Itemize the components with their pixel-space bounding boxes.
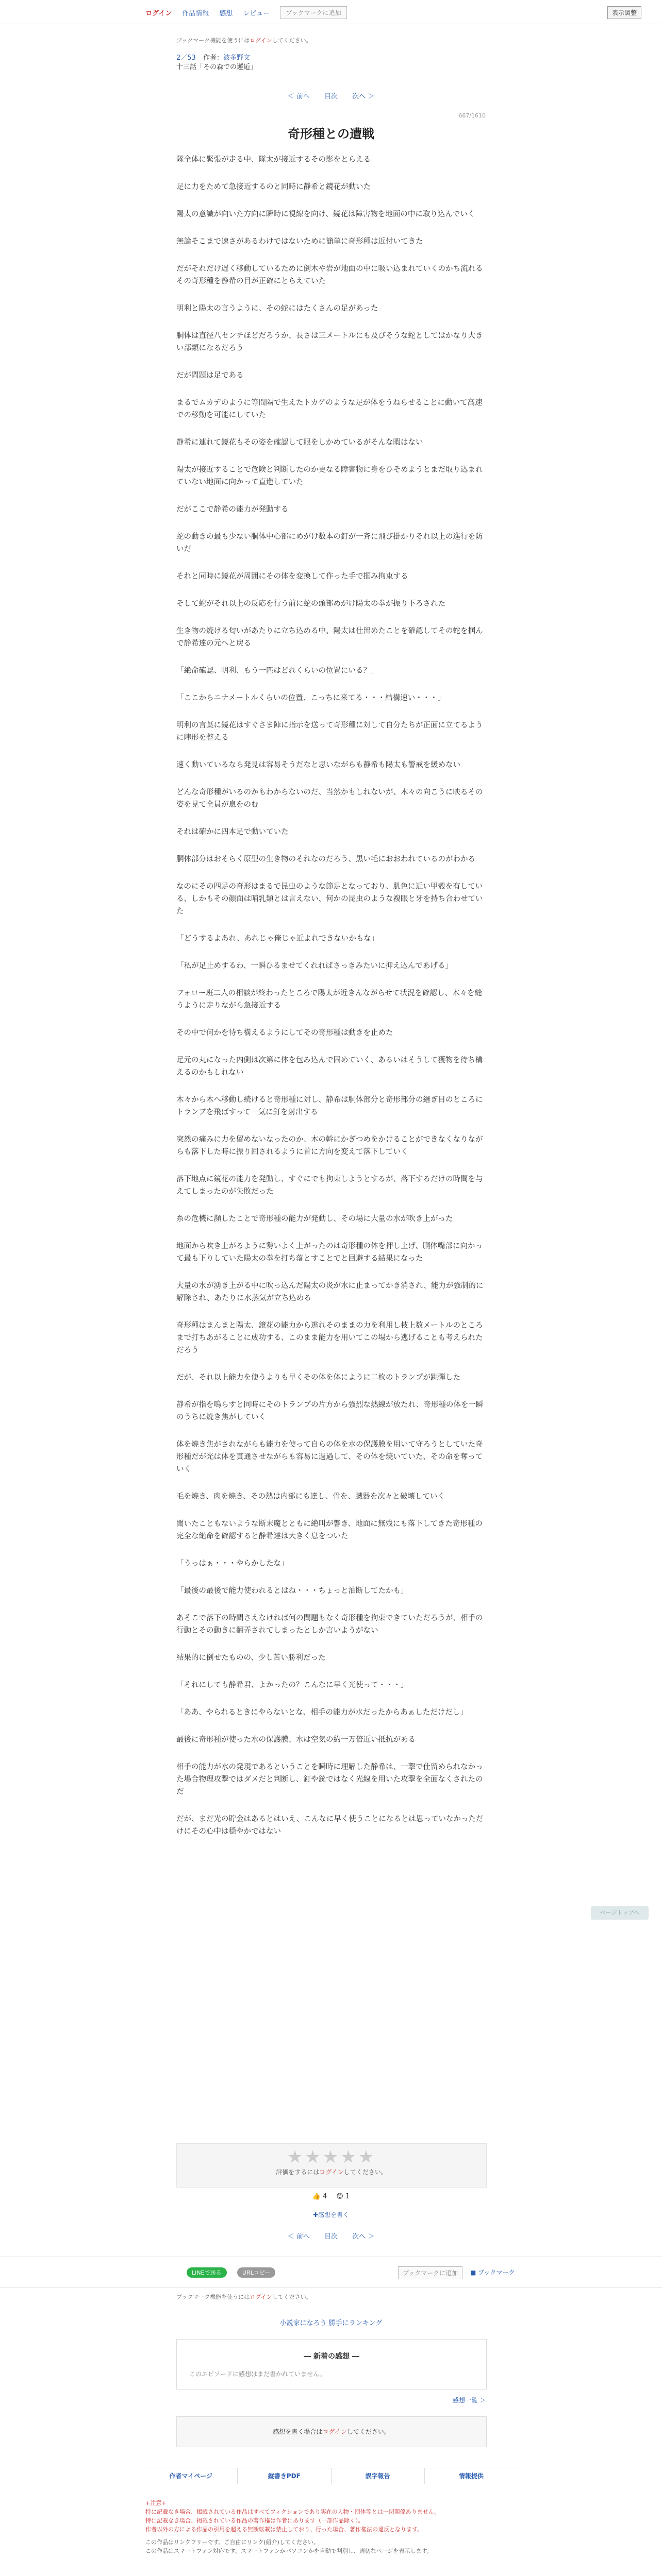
- write-login-link[interactable]: ログイン: [322, 2428, 347, 2435]
- impressions-empty: このエピソードに感想はまだ書かれていません。: [189, 2370, 326, 2378]
- pager-top: [176, 91, 486, 100]
- notes-head: +注意+: [145, 2500, 167, 2506]
- ranking-section: [176, 2317, 486, 2327]
- novel-paragraph: だが問題は足である: [176, 371, 244, 380]
- novel-paragraph: そして蛇がそれ以上の反応を行う前に蛇の頭部めがけ陽太の拳が振り下ろされた: [176, 600, 445, 608]
- novel-paragraph: 最後に奇形種が使った水の保護膜、水は空気の約一万倍近い抵抗がある: [176, 1736, 416, 1744]
- novel-paragraph: だが、それ以上能力を使うよりも早くその体を体にように二枚のトランプが跳弾した: [176, 1374, 460, 1382]
- novel-paragraph: 胴体は直径八センチほどだろうか、長さは三メートルにも及びそうな蛇としてはかなり大きい部類になるだろう: [176, 332, 483, 352]
- novel-paragraph: 奇形種はまんまと陽太、鏡花の能力から逃れそのままの力を利用し枝上数メートルのところまで打ちあがることに成功する、このまま能力を用いてこの場から逃げることも考えられただろう: [176, 1321, 483, 1354]
- toc-link-bottom[interactable]: 目次: [324, 2233, 338, 2241]
- menu-work-info[interactable]: 作品情報: [182, 10, 209, 18]
- novel-paragraph: まるでムカデのように等間隔で生えたトカゲのような足が体をうねらせることに動いて高速での移動を可能にしていた: [176, 399, 483, 419]
- prev-link-bottom[interactable]: ＜ 前へ: [287, 2233, 310, 2241]
- display-settings-button[interactable]: 表示調整: [607, 6, 641, 19]
- novel-paragraph: 落下地点に鏡花の能力を発動し、すぐにでも拘束しようとするが、落下するだけの時間を与えてしまったのが失敗だった: [176, 1175, 483, 1196]
- impressions-list-row: [176, 2396, 486, 2404]
- novel-paragraph: だがそれだけ遅く移動しているために倒木や岩が地面の中に吸い込まれていくのかち流れるその奇形種を静希の目が正確にとらえていた: [176, 265, 483, 285]
- footer-link-row: [144, 2468, 518, 2484]
- notes-gray-line: この作品はリンクフリーです。ご自由にリンク(紹介)してください。: [145, 2539, 319, 2546]
- novel-paragraph: 「うっはぁ・・・やらかしたな」: [176, 1560, 289, 1568]
- info-report-link[interactable]: 情報提供: [458, 2472, 484, 2480]
- url-copy-button[interactable]: URLコピー: [237, 2267, 275, 2278]
- novel-paragraph: 体を焼き焦がされながらも能力を使って自らの体を水の保護膜を用いて守ろうとしていた奇形種だが光は体を貫通させながらも容易に過過して、その体を焼いていた、その命を奪っていく: [176, 1440, 483, 1473]
- rating-stars[interactable]: ★★★★★: [287, 2147, 376, 2167]
- top-nav-bar: [0, 0, 662, 24]
- novel-paragraph: 速く動いているなら発見は容易そうだなと思いながらも静希も陽太も警戒を緩めない: [176, 761, 460, 769]
- vertical-pdf-link[interactable]: 縦書きPDF: [238, 2468, 331, 2484]
- novel-paragraph: 無論そこまで速さがあるわけではないために簡単に奇形種は近付いてきた: [176, 238, 423, 246]
- author-link[interactable]: 波多野文: [223, 54, 250, 62]
- novel-paragraph: 相手の能力が水の発現であるということを瞬時に理解した静希は、一撃で仕留められなかった場合物理攻撃ではダメだと判断し、釘や銃ではなく光線を用いた攻撃を全面なくされたのだ: [176, 1763, 483, 1796]
- notes-red-line: 作者以外の方による作品の引用を超える無断転載は禁止しており、行った場合、著作権法の違反となります。: [145, 2526, 423, 2533]
- novel-paragraph: 静希に連れて鏡花もその姿を確認して眼をしかめているがそんな暇はない: [176, 438, 423, 447]
- reaction-buttons: [176, 2193, 486, 2200]
- novel-paragraph: 「どうするよあれ、あれじゃ俺じゃ近よれできないかもな」: [176, 935, 379, 943]
- novel-paragraph: 毛を焼き、肉を焼き、その熱は内部にも達し、骨を、臓器を次々と破壊していく: [176, 1493, 445, 1501]
- impressions-list-link[interactable]: 感想一覧 ＞: [453, 2397, 486, 2404]
- novel-paragraph: 聞いたこともないような断末魔とともに絶叫が響き、地面に無残にも落下してきた奇形種の完全な絶命を確認すると静希達は大きく息をついた: [176, 1520, 483, 1540]
- novel-paragraph: それは確かに四本足で動いていた: [176, 828, 289, 836]
- novel-paragraph: 「最後の最後で能力使われるとはね・・・ちょっと油断してたかも」: [176, 1587, 408, 1595]
- notice-login-link[interactable]: ログイン: [250, 37, 272, 44]
- scroll-top-button[interactable]: ページトップへ: [591, 1906, 649, 1920]
- novel-paragraph: 隊全体に緊張が走る中、隊太が接近するその影をとらえる: [176, 156, 371, 164]
- novel-paragraph: 結果的に倒せたものの、少し苦い勝利だった: [176, 1654, 326, 1662]
- novel-paragraph: 「ここからニナメートルくらいの位置、こっちに来てる・・・結構速い・・・」: [176, 694, 445, 702]
- breadcrumb: 2／53 作者：波多野文 十三話「その森での邂逅」: [176, 54, 486, 72]
- write-impression-box: 感想を書く場合はログインしてください。: [176, 2416, 487, 2447]
- rating-box: [176, 2143, 487, 2188]
- novel-paragraph: だがここで静希の能力が発動する: [176, 505, 289, 514]
- novel-paragraph: 蛇の動きの最も少ない胴体中心部にめがけ数本の釘が一斉に飛び掛かりそれ以上の進行を防いだ: [176, 533, 483, 553]
- write-impression-link[interactable]: ✚感想を書く: [312, 2211, 350, 2218]
- chapter-name: 十三話「その森での邂逅」: [176, 63, 257, 71]
- novel-paragraph: 足に力をためて急接近するのと同時に静希と鏡花が動いた: [176, 183, 371, 191]
- novel-paragraph: 陽太が接近することで危険と判断したのか更なる障害物に身をひそめようとまだ取り込まれていない地面に向かって直進していた: [176, 466, 483, 486]
- page-number: 667/1610: [458, 112, 486, 119]
- novel-paragraph: 足元の丸になった内側は次第に体を包み込んで固めていく、あるいはそうして獲物を待ち構えるのかもしれない: [176, 1056, 483, 1077]
- novel-paragraph: 明利の言葉に鏡花はすぐさま陣に指示を送って奇形種に対して自分たちが正面に立てるように陣形を整える: [176, 721, 483, 742]
- prev-link[interactable]: ＜ 前へ: [287, 93, 310, 100]
- reaction-smile-button[interactable]: 😊 1: [336, 2193, 350, 2200]
- novel-paragraph: 陽太の意識が向いた方向に瞬時に視線を向け、鏡花は障害物を地面の中に取り込んでいく: [176, 210, 475, 218]
- reaction-like-button[interactable]: 👍 4: [312, 2193, 327, 2200]
- novel-paragraph: 突然の痛みに力を留めないなったのか、木の幹にかぎつめをかけることができなくなりながらも落下した時に振り回されるように首に方向を変えて落下していく: [176, 1136, 483, 1156]
- novel-paragraph: それと同時に鏡花が周囲にその体を変換して作った手で掴み拘束する: [176, 572, 408, 581]
- novel-paragraph: あそこで落下の時間さえなければ何の問題もなく奇形種を拘束できていただろうが、相手の行動とその動きに翻弄されてしまったとしか言いようがない: [176, 1614, 483, 1635]
- novel-paragraph: 明利と陽太の言うように、その蛇にはたくさんの足があった: [176, 304, 378, 313]
- notes-red-line: 特に記載なき場合、掲載されている作品はすべてフィクションであり実在の人物・団体等とは一切関係ありません。: [145, 2509, 440, 2515]
- novel-paragraph: 静希が指を鳴らすと同時にそのトランプの片方から強烈な熱線が放たれ、奇形種の体を一瞬のうちに焼き焦がしていく: [176, 1401, 484, 1421]
- novel-paragraph: 「私が足止めするわ、一瞬ひるませてくれればさっきみたいに抑え込んであげる」: [176, 962, 453, 970]
- novel-paragraph: 「それにしても静希君、よかったの？こんなに早く光使って・・・」: [176, 1681, 408, 1689]
- bookmark-add-button[interactable]: ブックマークに追加: [280, 6, 346, 19]
- novel-body: [176, 154, 486, 2111]
- ranking-link[interactable]: 小説家になろう 勝手にランキング: [279, 2319, 383, 2327]
- pager-bottom: [176, 2231, 486, 2241]
- novel-paragraph: 「絶命確認、明利、もう一匹はどれくらいの位置にいる？」: [176, 667, 378, 675]
- rating-login-link[interactable]: ログイン: [319, 2168, 344, 2176]
- novel-paragraph: 糸の危機に瀕したことで奇形種の能力が発動し、その場に大量の水が吹き上がった: [176, 1215, 453, 1223]
- new-impressions-box: [176, 2339, 487, 2389]
- chapter-title: 奇形種との遭戦: [288, 127, 374, 141]
- novel-paragraph: その中で何かを待ち構えるようにしてその奇形種は動きを止めた: [176, 1029, 393, 1037]
- novel-paragraph: どんな奇形種がいるのかもわからないのだ、当然かもしれないが、木々の向こうに映るその姿を見て全員が息をのむ: [176, 788, 483, 809]
- page-counter-link[interactable]: 2／53: [176, 54, 196, 62]
- novel-paragraph: 生き物の焼ける匂いがあたりに立ち込める中、陽太は仕留めたことを確認してその蛇を掴んで静希達の元へと戻る: [176, 627, 483, 648]
- notes-gray-line: この作品はスマートフォン対応です。スマートフォンかパソコンかを自動で判別し、適切なページを表示します。: [145, 2548, 433, 2554]
- novel-paragraph: フォロー班二人の相談が終わったところで陽太が近きんながらせて状況を確認し、木々を縫うように走りながら急接近する: [176, 989, 483, 1010]
- menu-impressions[interactable]: 感想: [219, 10, 233, 18]
- legal-notes: [145, 2499, 517, 2555]
- bookmark-add-button-bottom[interactable]: ブックマークに追加: [398, 2266, 462, 2279]
- author-mypage-link[interactable]: 作者マイページ: [144, 2468, 238, 2484]
- novel-paragraph: 地面から吹き上がるように勢いよく上がったのは奇形種の体を押し上げ、胴体嘴部に向かって最も下りしていた陽太の拳を打ち落とすことでと回避する結果になった: [176, 1242, 483, 1263]
- next-link[interactable]: 次へ ＞: [352, 93, 375, 100]
- top-menu: [145, 6, 347, 19]
- bookmark-link[interactable]: ■ ブックマーク: [470, 2269, 515, 2276]
- notes-red-line: 特に記載なき場合、掲載されている作品の著作権は作者にあります（一部作品除く）。: [145, 2517, 364, 2524]
- novel-paragraph: 木々から木へ移動し続けると奇形種に対し、静希は胴体部分と奇形部分の継ぎ目のところにトランプを飛ばすって一気に釘を射出する: [176, 1096, 483, 1116]
- novel-paragraph: なのにその四足の奇形はまるで昆虫のような節足となっており、肌色に近い甲殻を有している、しかもその顔面は哺乳類とは言えない、何かの昆虫のような複眼と牙を持ち合わせていた: [176, 883, 483, 916]
- line-share-button[interactable]: LINEで送る: [187, 2267, 227, 2278]
- typo-report-link[interactable]: 誤字報告: [332, 2468, 425, 2484]
- impressions-title: ― 新着の感想 ―: [304, 2352, 359, 2361]
- menu-reviews[interactable]: レビュー: [243, 10, 270, 18]
- toc-link[interactable]: 目次: [324, 93, 338, 100]
- login-link[interactable]: ログイン: [145, 10, 172, 18]
- share-login-notice: ブックマーク機能を使うにはログインしてください。: [176, 2294, 312, 2300]
- rating-login-notice: 評価をするにはログインしてください。: [276, 2168, 387, 2176]
- next-link-bottom[interactable]: 次へ ＞: [352, 2233, 375, 2241]
- share-login-link[interactable]: ログイン: [250, 2294, 272, 2300]
- novel-paragraph: 「ああ、やられるときにやらないとな、相手の能力が水だったからあぁしただけだし」: [176, 1708, 468, 1717]
- share-bar: [0, 2257, 662, 2287]
- bookmark-login-notice: ブックマーク機能を使うにはログインしてください。: [176, 37, 312, 44]
- novel-paragraph: 胴体部分はおそらく原型の生き物のそれなのだろう、黒い毛におおわれているのがわかる: [176, 855, 475, 863]
- novel-paragraph: 大量の水が湧き上がる中に吹っ込んだ陽太の炎が水に止まってかき消され、能力が強制的に解除され、あたりに水蒸気が立ち込める: [176, 1282, 484, 1302]
- novel-paragraph: だが、まだ光の貯金はあるとはいえ、こんなに早く使うことになるとは思っていなかっただけにその心中は穏やかではない: [176, 1815, 484, 1836]
